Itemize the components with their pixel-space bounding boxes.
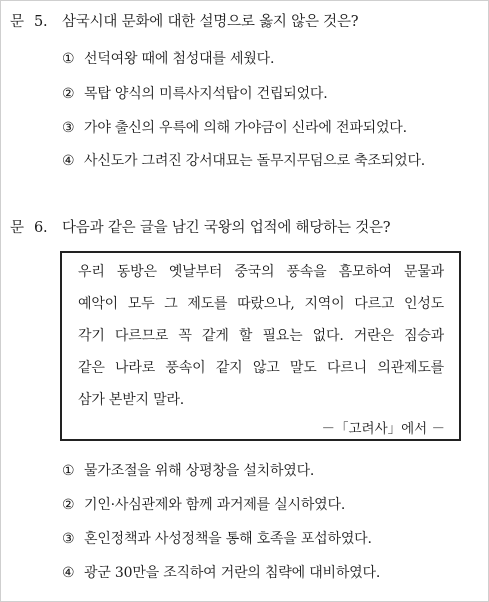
q5-option-4[interactable] <box>62 150 425 170</box>
q6-option-3[interactable] <box>62 528 372 548</box>
option-text: 광군 30만을 조직하여 거란의 침략에 대비하였다. <box>84 565 381 581</box>
q6-option-4[interactable] <box>62 562 380 582</box>
option-mark: ④ <box>62 565 75 581</box>
option-text: 물가조절을 위해 상평창을 설치하였다. <box>84 463 315 479</box>
option-mark: ③ <box>62 531 75 547</box>
option-text: 목탑 양식의 미륵사지석탑이 건립되었다. <box>84 86 328 102</box>
question-number: 6. <box>34 220 48 236</box>
passage-source: －「고려사」에서 － <box>321 421 445 437</box>
question-text: 삼국시대 문화에 대한 설명으로 옳지 않은 것은? <box>62 14 359 30</box>
q6-option-2[interactable] <box>62 494 345 514</box>
question-prefix: 문 <box>10 14 24 30</box>
q5-option-1[interactable] <box>62 48 274 68</box>
option-mark: ① <box>62 51 75 67</box>
q6-option-1[interactable] <box>62 460 314 480</box>
passage-line: 각기 다르므로 꼭 같게 할 필요는 없다. 거란은 짐승과 <box>78 328 444 344</box>
option-mark: ① <box>62 463 75 479</box>
q5-option-2[interactable] <box>62 83 328 103</box>
question-prefix: 문 <box>10 220 24 236</box>
option-mark: ③ <box>62 120 75 136</box>
option-text: 혼인정책과 사성정책을 통해 호족을 포섭하였다. <box>84 531 372 547</box>
option-mark: ② <box>62 497 75 513</box>
passage-line: 같은 나라로 풍속이 같지 않고 말도 다르니 의관제도를 <box>78 360 444 376</box>
question-6-stem <box>10 216 390 237</box>
question-text: 다음과 같은 글을 남긴 국왕의 업적에 해당하는 것은? <box>62 220 391 236</box>
option-text: 사신도가 그려진 강서대묘는 돌무지무덤으로 축조되었다. <box>84 153 426 169</box>
passage-line: 우리 동방은 옛날부터 중국의 풍속을 흠모하여 문물과 <box>78 264 444 280</box>
option-mark: ④ <box>62 153 75 169</box>
option-text: 가야 출신의 우륵에 의해 가야금이 신라에 전파되었다. <box>84 120 407 136</box>
passage-line: 삼가 본받지 말라. <box>78 392 185 408</box>
option-mark: ② <box>62 86 75 102</box>
passage-line: 예악이 모두 그 제도를 따랐으나, 지역이 다르고 인성도 <box>78 296 444 312</box>
option-text: 기인·사심관제와 함께 과거제를 실시하였다. <box>84 497 346 513</box>
question-number: 5. <box>34 14 48 30</box>
option-text: 선덕여왕 때에 첨성대를 세웠다. <box>84 51 275 67</box>
q5-option-3[interactable] <box>62 117 407 137</box>
source-passage-box <box>60 251 461 441</box>
question-5-stem <box>10 10 358 31</box>
